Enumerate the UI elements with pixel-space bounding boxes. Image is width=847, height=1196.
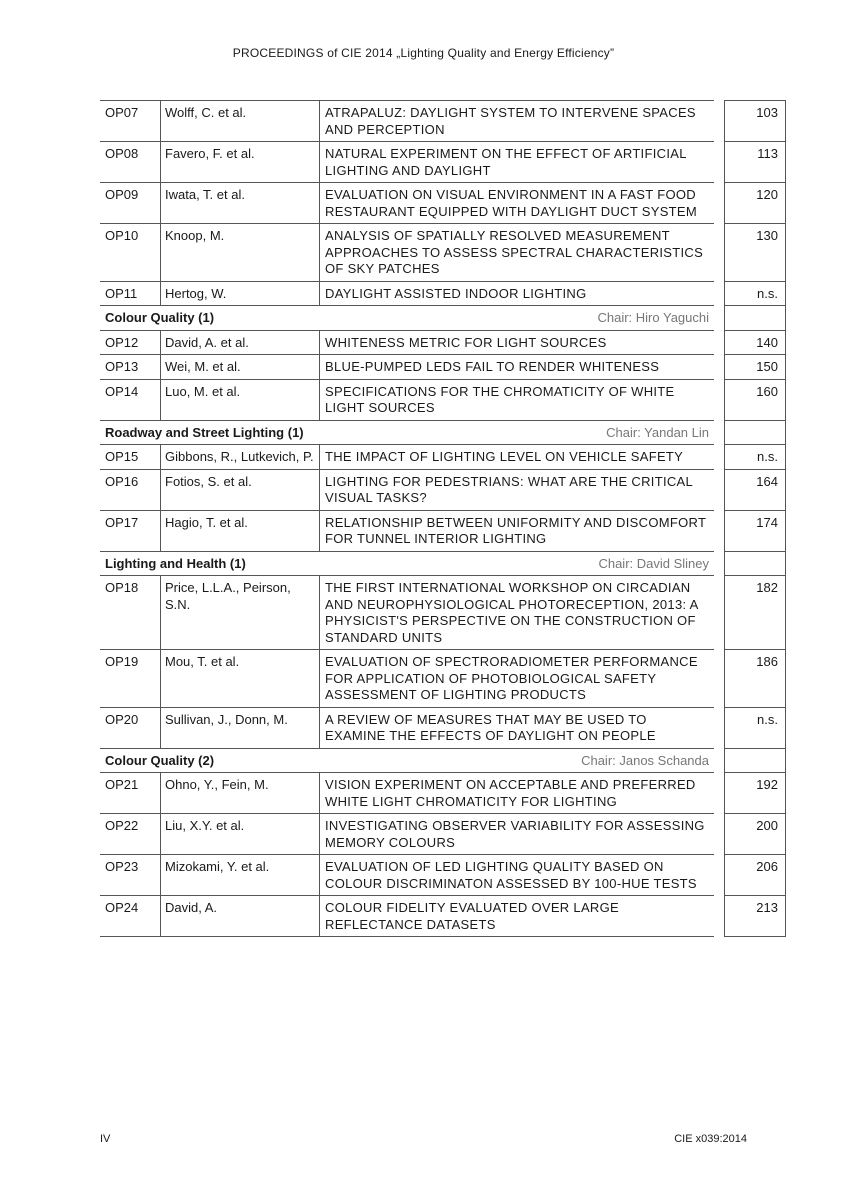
entry-code: OP07 — [100, 100, 160, 142]
entry-code: OP10 — [100, 224, 160, 282]
entry-page: 186 — [724, 650, 786, 708]
toc-entry-row — [100, 814, 786, 855]
toc-entry-row — [100, 511, 786, 552]
entry-page: n.s. — [724, 708, 786, 749]
column-gap — [714, 282, 724, 307]
entry-title: EVALUATION ON VISUAL ENVIRONMENT IN A FAST FOOD RESTAURANT EQUIPPED WITH DAYLIGHT DUCT SYSTEM — [319, 183, 714, 224]
column-gap — [714, 380, 724, 421]
contents-table — [100, 100, 786, 937]
column-gap — [714, 183, 724, 224]
entry-title: NATURAL EXPERIMENT ON THE EFFECT OF ARTIFICIAL LIGHTING AND DAYLIGHT — [319, 142, 714, 183]
toc-entry-row — [100, 100, 786, 142]
section-header — [100, 749, 714, 774]
section-chair: Chair: David Sliney — [598, 555, 709, 571]
running-header: PROCEEDINGS of CIE 2014 „Lighting Quality and Energy Efficiency” — [232, 46, 615, 60]
entry-title: WHITENESS METRIC FOR LIGHT SOURCES — [319, 331, 714, 356]
column-gap — [714, 470, 724, 511]
entry-code: OP22 — [100, 814, 160, 855]
entry-code: OP23 — [100, 855, 160, 896]
entry-code: OP13 — [100, 355, 160, 380]
section-header-row — [100, 421, 786, 446]
section-chair: Chair: Janos Schanda — [581, 752, 709, 768]
column-gap — [714, 100, 724, 142]
entry-code: OP15 — [100, 445, 160, 470]
entry-code: OP19 — [100, 650, 160, 708]
entry-code: OP24 — [100, 896, 160, 937]
section-page-cell — [724, 749, 786, 774]
section-page-cell — [724, 421, 786, 446]
entry-author: Hagio, T. et al. — [160, 511, 319, 552]
entry-author: Favero, F. et al. — [160, 142, 319, 183]
entry-author: Wolff, C. et al. — [160, 100, 319, 142]
column-gap — [714, 306, 724, 331]
entry-title: COLOUR FIDELITY EVALUATED OVER LARGE REFLECTANCE DATASETS — [319, 896, 714, 937]
entry-page: 150 — [724, 355, 786, 380]
section-header — [100, 306, 714, 331]
toc-entry-row — [100, 282, 786, 307]
entry-code: OP08 — [100, 142, 160, 183]
entry-title: INVESTIGATING OBSERVER VARIABILITY FOR ASSESSING MEMORY COLOURS — [319, 814, 714, 855]
entry-title: EVALUATION OF LED LIGHTING QUALITY BASED ON COLOUR DISCRIMINATON ASSESSED BY 100-HUE TESTS — [319, 855, 714, 896]
column-gap — [714, 708, 724, 749]
entry-author: Hertog, W. — [160, 282, 319, 307]
entry-title: RELATIONSHIP BETWEEN UNIFORMITY AND DISCOMFORT FOR TUNNEL INTERIOR LIGHTING — [319, 511, 714, 552]
entry-code: OP16 — [100, 470, 160, 511]
entry-title: EVALUATION OF SPECTRORADIOMETER PERFORMANCE FOR APPLICATION OF PHOTOBIOLOGICAL SAFETY ASSESSMENT OF LIGHTING PRODUCTS — [319, 650, 714, 708]
toc-entry-row — [100, 380, 786, 421]
entry-author: Iwata, T. et al. — [160, 183, 319, 224]
entry-page: 192 — [724, 773, 786, 814]
column-gap — [714, 331, 724, 356]
entry-author: Wei, M. et al. — [160, 355, 319, 380]
entry-page: 182 — [724, 576, 786, 650]
column-gap — [714, 896, 724, 937]
entry-author: Knoop, M. — [160, 224, 319, 282]
entry-author: Sullivan, J., Donn, M. — [160, 708, 319, 749]
column-gap — [714, 224, 724, 282]
toc-entry-row — [100, 183, 786, 224]
entry-title: THE FIRST INTERNATIONAL WORKSHOP ON CIRCADIAN AND NEUROPHYSIOLOGICAL PHOTORECEPTION, 2013: A PHYSICIST'S PERSPECTIVE ON THE CONSTRUCTION OF STANDARD UNITS — [319, 576, 714, 650]
entry-code: OP18 — [100, 576, 160, 650]
toc-entry-row — [100, 142, 786, 183]
page-number: IV — [100, 1133, 111, 1145]
toc-entry-row — [100, 773, 786, 814]
entry-page: n.s. — [724, 445, 786, 470]
toc-entry-row — [100, 896, 786, 937]
column-gap — [714, 773, 724, 814]
column-gap — [714, 421, 724, 446]
section-name: Colour Quality (2) — [105, 752, 215, 768]
column-gap — [714, 576, 724, 650]
column-gap — [714, 650, 724, 708]
entry-title: ATRAPALUZ: DAYLIGHT SYSTEM TO INTERVENE SPACES AND PERCEPTION — [319, 100, 714, 142]
column-gap — [714, 142, 724, 183]
entry-code: OP09 — [100, 183, 160, 224]
column-gap — [714, 511, 724, 552]
entry-page: 200 — [724, 814, 786, 855]
column-gap — [714, 552, 724, 577]
entry-page: 206 — [724, 855, 786, 896]
entry-code: OP12 — [100, 331, 160, 356]
column-gap — [714, 445, 724, 470]
entry-title: LIGHTING FOR PEDESTRIANS: WHAT ARE THE CRITICAL VISUAL TASKS? — [319, 470, 714, 511]
entry-page: n.s. — [724, 282, 786, 307]
section-header-row — [100, 306, 786, 331]
entry-page: 174 — [724, 511, 786, 552]
entry-author: David, A. — [160, 896, 319, 937]
entry-page: 160 — [724, 380, 786, 421]
entry-author: Liu, X.Y. et al. — [160, 814, 319, 855]
entry-author: Gibbons, R., Lutkevich, P. — [160, 445, 319, 470]
section-name: Lighting and Health (1) — [105, 555, 246, 571]
section-page-cell — [724, 552, 786, 577]
entry-title: ANALYSIS OF SPATIALLY RESOLVED MEASUREMENT APPROACHES TO ASSESS SPECTRAL CHARACTERISTICS OF SKY PATCHES — [319, 224, 714, 282]
entry-author: Fotios, S. et al. — [160, 470, 319, 511]
entry-code: OP21 — [100, 773, 160, 814]
entry-code: OP20 — [100, 708, 160, 749]
entry-title: BLUE-PUMPED LEDS FAIL TO RENDER WHITENESS — [319, 355, 714, 380]
entry-page: 164 — [724, 470, 786, 511]
entry-author: Luo, M. et al. — [160, 380, 319, 421]
section-header-row — [100, 552, 786, 577]
entry-page: 213 — [724, 896, 786, 937]
section-header-row — [100, 749, 786, 774]
entry-author: Mizokami, Y. et al. — [160, 855, 319, 896]
entry-code: OP14 — [100, 380, 160, 421]
section-chair: Chair: Hiro Yaguchi — [597, 310, 709, 325]
entry-title: DAYLIGHT ASSISTED INDOOR LIGHTING — [319, 282, 714, 307]
section-name: Colour Quality (1) — [105, 310, 215, 325]
entry-page: 140 — [724, 331, 786, 356]
toc-entry-row — [100, 445, 786, 470]
toc-entry-row — [100, 650, 786, 708]
entry-author: Ohno, Y., Fein, M. — [160, 773, 319, 814]
entry-page: 130 — [724, 224, 786, 282]
entry-title: VISION EXPERIMENT ON ACCEPTABLE AND PREFERRED WHITE LIGHT CHROMATICITY FOR LIGHTING — [319, 773, 714, 814]
section-header — [100, 552, 714, 577]
entry-author: Mou, T. et al. — [160, 650, 319, 708]
toc-entry-row — [100, 224, 786, 282]
entry-page: 113 — [724, 142, 786, 183]
entry-title: SPECIFICATIONS FOR THE CHROMATICITY OF WHITE LIGHT SOURCES — [319, 380, 714, 421]
toc-entry-row — [100, 355, 786, 380]
entry-page: 103 — [724, 100, 786, 142]
entry-title: A REVIEW OF MEASURES THAT MAY BE USED TO EXAMINE THE EFFECTS OF DAYLIGHT ON PEOPLE — [319, 708, 714, 749]
column-gap — [714, 355, 724, 380]
toc-entry-row — [100, 470, 786, 511]
section-name: Roadway and Street Lighting (1) — [105, 424, 304, 440]
toc-entry-row — [100, 331, 786, 356]
entry-code: OP11 — [100, 282, 160, 307]
toc-entry-row — [100, 708, 786, 749]
column-gap — [714, 749, 724, 774]
toc-entry-row — [100, 576, 786, 650]
section-header — [100, 421, 714, 446]
entry-page: 120 — [724, 183, 786, 224]
section-page-cell — [724, 306, 786, 331]
entry-author: David, A. et al. — [160, 331, 319, 356]
entry-title: THE IMPACT OF LIGHTING LEVEL ON VEHICLE SAFETY — [319, 445, 714, 470]
entry-author: Price, L.L.A., Peirson, S.N. — [160, 576, 319, 650]
column-gap — [714, 855, 724, 896]
entry-code: OP17 — [100, 511, 160, 552]
document-code: CIE x039:2014 — [674, 1133, 747, 1145]
toc-entry-row — [100, 855, 786, 896]
column-gap — [714, 814, 724, 855]
section-chair: Chair: Yandan Lin — [606, 424, 709, 440]
